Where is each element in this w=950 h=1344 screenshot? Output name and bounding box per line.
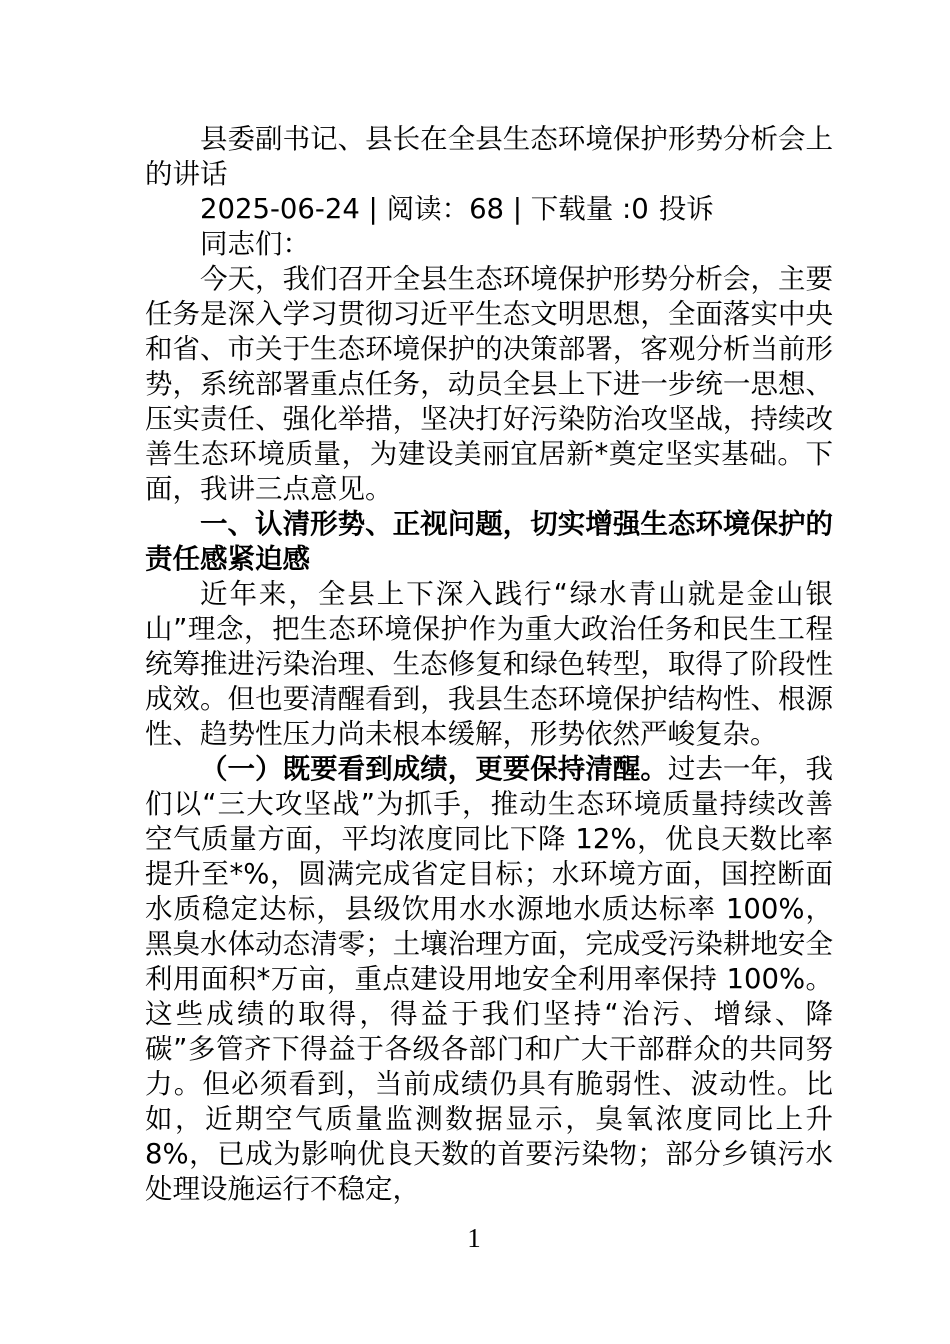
achievements-lead: （一）既要看到成绩，更要保持清醒。 xyxy=(200,753,668,785)
section-1-heading: 一、认清形势、正视问题，切实增强生态环境保护的责任感紧迫感 xyxy=(145,508,833,575)
meta-info: 2025-06-24 | 阅读：68 | 下载量 :0 xyxy=(200,193,649,225)
page-number: 1 xyxy=(467,1223,481,1253)
document-meta-line xyxy=(145,192,833,227)
achievements-body: 过去一年，我们以“三大攻坚战”为抓手，推动生态环境质量持续改善空气质量方面，平均浓度同比下降 12%，优良天数比率提升至*%，圆满完成省定目标；水环境方面，国控断面水质稳定达标，县级饮用水水源地水质达标率 100%，黑臭水体动态清零；土壤治理方面，完成受污染耕地安全利用面积*万亩，重点建设用地安全利用率保持 100%。这些成绩的取得，得益于我们坚持“治污、增绿、降碳”多管齐下得益于各级各部门和广大干部群众的共同努力。但必须看到，当前成绩仍具有脆弱性、波动性。比如，近期空气质量监测数据显示，臭氧浓度同比上升 8%，已成为影响优良天数的首要污染物；部分乡镇污水处理设施运行不稳定， xyxy=(145,753,834,1205)
document-title: 县委副书记、县长在全县生态环境保护形势分析会上的讲话 xyxy=(145,123,833,190)
recent-years-paragraph: 近年来，全县上下深入践行“绿水青山就是金山银山”理念，把生态环境保护作为重大政治任务和民生工程统筹推进污染治理、生态修复和绿色转型，取得了阶段性成效。但也要清醒看到，我县生态环境保护结构性、根源性、趋势性压力尚未根本缓解，形势依然严峻复杂。 xyxy=(145,578,833,750)
complaint-link[interactable]: 投诉 xyxy=(658,193,714,225)
achievements-paragraph xyxy=(145,752,833,1207)
salutation: 同志们： xyxy=(200,228,310,260)
opening-paragraph: 今天，我们召开全县生态环境保护形势分析会，主要任务是深入学习贯彻习近平生态文明思想，全面落实中央和省、市关于生态环境保护的决策部署，客观分析当前形势，系统部署重点任务，动员全县上下进一步统一思想、压实责任、强化举措，坚决打好污染防治攻坚战，持续改善生态环境质量，为建设美丽宜居新*奠定坚实基础。下面，我讲三点意见。 xyxy=(145,263,833,505)
